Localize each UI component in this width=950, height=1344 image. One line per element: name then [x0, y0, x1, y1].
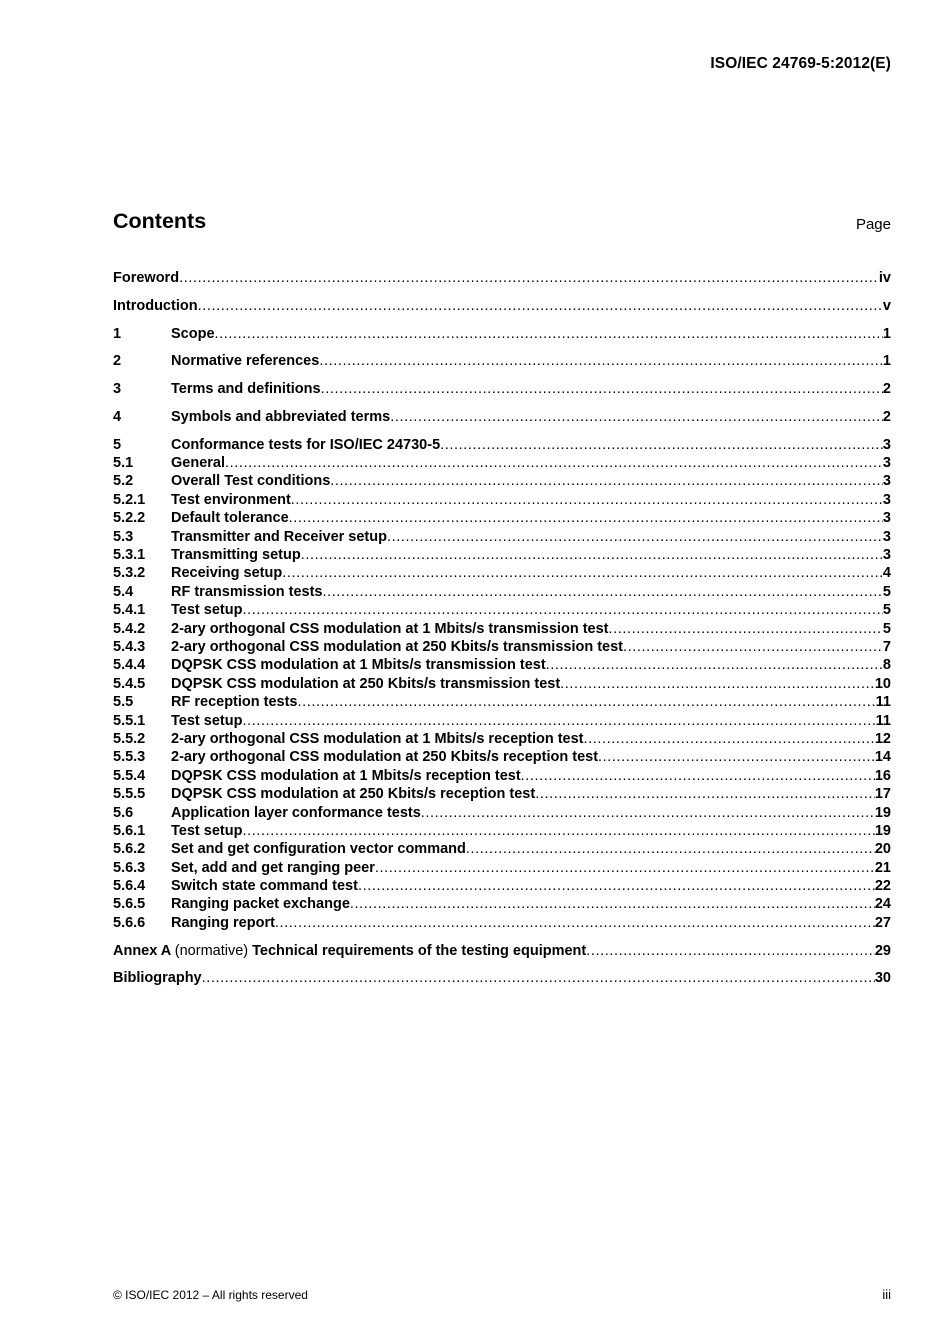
toc-entry-page: 14: [874, 749, 891, 766]
toc-entry[interactable]: [113, 895, 891, 913]
toc-leader-dots: [358, 877, 875, 895]
toc-entry-page: 27: [874, 914, 891, 931]
toc-leader-dots: [282, 564, 883, 582]
toc-entry-title: DQPSK CSS modulation at 1 Mbits/s reception test: [171, 767, 521, 784]
toc-entry[interactable]: [113, 564, 891, 582]
toc-leader-dots: [584, 730, 875, 748]
toc-entry-number: 2: [113, 353, 122, 370]
toc-entry[interactable]: [113, 352, 891, 370]
toc-leader-dots: [198, 297, 883, 315]
toc-entry[interactable]: [113, 509, 891, 527]
toc-leader-dots: [521, 767, 875, 785]
toc-entry-page: 1: [882, 325, 891, 342]
toc-leader-dots: [623, 638, 883, 656]
toc-entry-title: Overall Test conditions: [171, 473, 331, 490]
toc-entry-title: Receiving setup: [171, 565, 283, 582]
toc-entry-number: 5.6.6: [113, 914, 146, 931]
toc-entry-title: 2-ary orthogonal CSS modulation at 250 Kbits/s reception test: [171, 749, 599, 766]
toc-entry[interactable]: [113, 583, 891, 601]
toc-leader-dots: [323, 583, 883, 601]
toc-entry-number: 5.1: [113, 455, 134, 472]
toc-entry-page: 7: [882, 638, 891, 655]
toc-leader-dots: [225, 454, 883, 472]
toc-entry[interactable]: [113, 693, 891, 711]
toc-entry[interactable]: [113, 840, 891, 858]
toc-entry-title: Application layer conformance tests: [171, 804, 421, 821]
toc-entry-page: 3: [882, 528, 891, 545]
toc-entry-title: Introduction: [113, 297, 198, 314]
toc-entry[interactable]: [113, 325, 891, 343]
toc-leader-dots: [291, 491, 883, 509]
toc-leader-dots: [330, 472, 883, 490]
toc-entry-title: DQPSK CSS modulation at 250 Kbits/s reception test: [171, 786, 536, 803]
toc-entry-number: 5.5.4: [113, 767, 146, 784]
toc-entry-number: 5.5.5: [113, 786, 146, 803]
toc-entry[interactable]: [113, 436, 891, 454]
toc-leader-dots: [390, 408, 883, 426]
toc-entry-title: Transmitter and Receiver setup: [171, 528, 387, 545]
toc-leader-dots: [242, 712, 875, 730]
toc-entry-page: 5: [882, 620, 891, 637]
toc-entry[interactable]: [113, 454, 891, 472]
toc-entry[interactable]: [113, 767, 891, 785]
toc-entry-page: 3: [882, 436, 891, 453]
toc-entry-title: Bibliography: [113, 970, 202, 987]
toc-entry-annex-a[interactable]: [113, 942, 891, 960]
toc-leader-dots: [350, 895, 875, 913]
toc-entry-title: Test environment: [171, 491, 291, 508]
toc-entry-title: Set, add and get ranging peer: [171, 859, 375, 876]
toc-entry-number: 5.2.2: [113, 510, 146, 527]
toc-entry-number: 5.4.3: [113, 638, 146, 655]
toc-entry-number: 5.4: [113, 583, 134, 600]
toc-entry-number: 5.4.2: [113, 620, 146, 637]
annex-normative: (normative): [174, 942, 249, 959]
toc-leader-dots: [586, 942, 875, 960]
toc-entry-page: 11: [875, 712, 891, 729]
toc-entry-number: 5.4.1: [113, 602, 146, 619]
toc-leader-dots: [289, 509, 883, 527]
toc-entry[interactable]: [113, 914, 891, 932]
toc-entries: [113, 269, 891, 932]
toc-entry-number: 1: [113, 325, 122, 342]
toc-entry-page: 1: [882, 353, 891, 370]
toc-leader-dots: [321, 380, 883, 398]
toc-entry-title: DQPSK CSS modulation at 250 Kbits/s transmission test: [171, 675, 561, 692]
toc-entry[interactable]: [113, 785, 891, 803]
toc-entry-page: 8: [882, 657, 891, 674]
toc-leader-dots: [560, 675, 875, 693]
toc-entry-number: 5.2: [113, 473, 134, 490]
toc-entry-page: 2: [882, 408, 891, 425]
toc-entry[interactable]: [113, 269, 891, 287]
toc-entry-number: 5.6.2: [113, 841, 146, 858]
toc-entry-title: RF reception tests: [171, 694, 298, 711]
toc-entry-number: 5.4.4: [113, 657, 146, 674]
toc-entry-number: 5.5.1: [113, 712, 146, 729]
toc-entry-title: Normative references: [171, 353, 320, 370]
toc-leader-dots: [421, 804, 875, 822]
toc-leader-dots: [319, 352, 883, 370]
toc-entry-number: 4: [113, 408, 122, 425]
toc-entry-page: v: [882, 297, 891, 314]
toc-entry[interactable]: [113, 297, 891, 315]
toc-entry-page: 5: [882, 602, 891, 619]
toc-entry-page: 4: [882, 565, 891, 582]
toc-leader-dots: [375, 859, 875, 877]
toc-entry-page: 10: [874, 675, 891, 692]
toc-entry-page: 12: [874, 730, 891, 747]
toc-entry[interactable]: [113, 528, 891, 546]
toc-entry-number: 5.5: [113, 694, 134, 711]
table-of-contents: [113, 269, 891, 988]
toc-entry[interactable]: [113, 675, 891, 693]
toc-leader-dots: [598, 748, 875, 766]
toc-entry-title: 2-ary orthogonal CSS modulation at 1 Mbits/s transmission test: [171, 620, 609, 637]
toc-entry-page: 2: [882, 381, 891, 398]
toc-entry-page: 22: [874, 878, 891, 895]
toc-entry[interactable]: [113, 822, 891, 840]
toc-leader-dots: [387, 528, 883, 546]
toc-entry-page: 17: [874, 786, 891, 803]
toc-entry-title: Conformance tests for ISO/IEC 24730-5: [171, 436, 441, 453]
toc-entry-title: Ranging packet exchange: [171, 896, 350, 913]
toc-entry-number: 5.5.3: [113, 749, 146, 766]
toc-entry-title: Terms and definitions: [171, 381, 321, 398]
toc-entry[interactable]: [113, 859, 891, 877]
toc-entry[interactable]: [113, 408, 891, 426]
toc-entry-title: Test setup: [171, 602, 243, 619]
toc-entry-page: 30: [874, 970, 891, 987]
toc-entry-title: Switch state command test: [171, 878, 358, 895]
toc-entry-number: 3: [113, 381, 122, 398]
toc-entry-page: 11: [875, 694, 891, 711]
toc-leader-dots: [298, 693, 876, 711]
toc-entry-number: 5.5.2: [113, 730, 146, 747]
toc-entry-title: DQPSK CSS modulation at 1 Mbits/s transmission test: [171, 657, 546, 674]
toc-entry[interactable]: [113, 877, 891, 895]
toc-entry[interactable]: [113, 748, 891, 766]
toc-entry-number: 5.4.5: [113, 675, 146, 692]
toc-entry-page: iv: [878, 270, 891, 286]
toc-entry-page: 3: [882, 473, 891, 490]
toc-entry-number: 5.6.5: [113, 896, 146, 913]
toc-entry[interactable]: [113, 472, 891, 490]
toc-entry-title: Set and get configuration vector command: [171, 841, 466, 858]
toc-entry-title: Symbols and abbreviated terms: [171, 408, 391, 425]
toc-entry-number: 5.3: [113, 528, 134, 545]
toc-entry-page: 19: [874, 822, 891, 839]
toc-leader-dots: [202, 969, 875, 987]
toc-entry-page: 3: [882, 491, 891, 508]
toc-entry[interactable]: [113, 620, 891, 638]
toc-leader-dots: [215, 325, 883, 343]
toc-leader-dots: [242, 601, 882, 619]
toc-entry[interactable]: [113, 546, 891, 564]
toc-entry-title: 2-ary orthogonal CSS modulation at 1 Mbits/s reception test: [171, 730, 584, 747]
toc-leader-dots: [609, 620, 883, 638]
toc-entry-page: 3: [882, 510, 891, 527]
toc-entry-number: 5.6.1: [113, 822, 146, 839]
toc-entry-number: 5.6.4: [113, 878, 146, 895]
toc-entry-title: 2-ary orthogonal CSS modulation at 250 Kbits/s transmission test: [171, 638, 624, 655]
toc-entry-title: Foreword: [113, 270, 180, 286]
toc-entry[interactable]: [113, 804, 891, 822]
toc-leader-dots: [546, 656, 883, 674]
toc-entry-bibliography[interactable]: [113, 969, 891, 987]
toc-entry-number: 5: [113, 436, 122, 453]
toc-entry-title: Scope: [171, 325, 215, 342]
toc-entry-page: 16: [874, 767, 891, 784]
toc-entry[interactable]: [113, 491, 891, 509]
toc-entry[interactable]: [113, 601, 891, 619]
toc-leader-dots: [242, 822, 874, 840]
toc-entry[interactable]: [113, 638, 891, 656]
toc-leader-dots: [440, 436, 883, 454]
toc-leader-dots: [179, 269, 879, 287]
toc-entry-page: 24: [874, 896, 891, 913]
footer-copyright: © ISO/IEC 2012 – All rights reserved: [113, 1288, 308, 1302]
page-title: Contents: [113, 209, 207, 233]
toc-leader-dots: [275, 914, 875, 932]
toc-entry-page: 3: [882, 547, 891, 564]
toc-entry-page: 5: [882, 583, 891, 600]
toc-entry[interactable]: [113, 656, 891, 674]
toc-entry-number: 5.6: [113, 804, 134, 821]
toc-entry-page: 29: [874, 942, 891, 959]
toc-entry-number: 5.6.3: [113, 859, 146, 876]
toc-entry-title: Test setup: [171, 712, 243, 729]
toc-entry-page: 3: [882, 455, 891, 472]
toc-entry-number: 5.3.1: [113, 547, 146, 564]
toc-entry[interactable]: [113, 712, 891, 730]
toc-entry-title: Default tolerance: [171, 510, 289, 527]
footer-page-number: iii: [882, 1287, 891, 1302]
annex-label: Annex A: [113, 942, 171, 959]
toc-entry-page: 20: [874, 841, 891, 858]
toc-entry-title: [113, 942, 586, 960]
toc-entry-title: Transmitting setup: [171, 547, 301, 564]
toc-entry-title: General: [171, 455, 225, 472]
toc-entry-title: Ranging report: [171, 914, 275, 931]
annex-title: Technical requirements of the testing equipment: [252, 942, 587, 959]
toc-entry-page: 21: [874, 859, 891, 876]
toc-leader-dots: [301, 546, 883, 564]
toc-entry[interactable]: [113, 730, 891, 748]
toc-entry-title: Test setup: [171, 822, 243, 839]
toc-leader-dots: [535, 785, 875, 803]
toc-entry-number: 5.2.1: [113, 491, 146, 508]
toc-leader-dots: [466, 840, 875, 858]
page-column-label: Page: [855, 216, 891, 233]
toc-entry-title: RF transmission tests: [171, 583, 323, 600]
toc-entry[interactable]: [113, 380, 891, 398]
toc-entry-number: 5.3.2: [113, 565, 146, 582]
document-id: ISO/IEC 24769-5:2012(E): [710, 55, 891, 72]
toc-entry-page: 19: [874, 804, 891, 821]
